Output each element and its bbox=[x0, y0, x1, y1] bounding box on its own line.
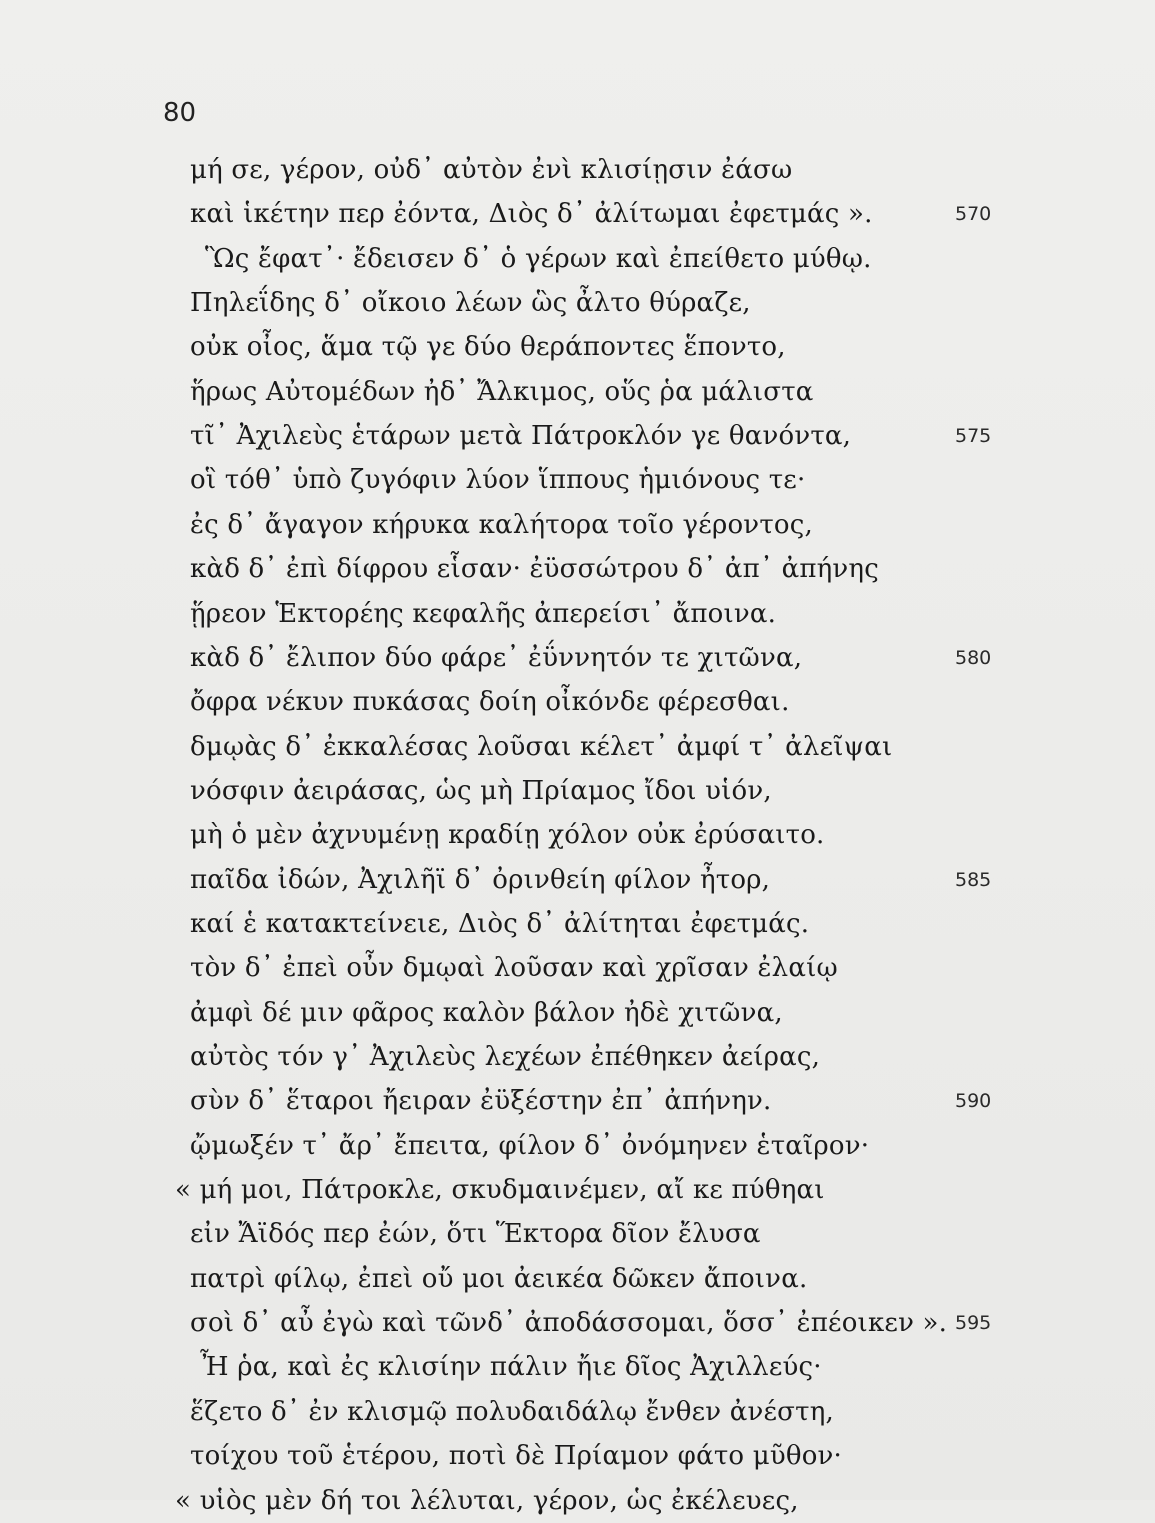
verse-line: ἀμφὶ δέ μιν φᾶρος καλὸν βάλον ἠδὲ χιτῶνα, bbox=[190, 998, 783, 1028]
verse-line: καί ἑ κατακτείνειε, Διὸς δ᾽ ἀλίτηται ἐφετμάς. bbox=[190, 909, 810, 939]
verse-line: « υἱὸς μὲν δή τοι λέλυται, γέρον, ὡς ἐκέλευες, bbox=[175, 1486, 799, 1516]
verse-line: εἰν Ἄϊδός περ ἐών, ὅτι Ἕκτορα δῖον ἔλυσα bbox=[190, 1219, 761, 1249]
verse-line: « μή μοι, Πάτροκλε, σκυδμαινέμεν, αἴ κε πύθηαι bbox=[175, 1175, 825, 1205]
line-number: 585 bbox=[955, 869, 992, 891]
verse-line: ἥρως Αὐτομέδων ἠδ᾽ Ἄλκιμος, οὕς ῥα μάλιστα bbox=[190, 377, 814, 407]
verse-line: πατρὶ φίλῳ, ἐπεὶ οὔ μοι ἀεικέα δῶκεν ἄποινα. bbox=[190, 1264, 808, 1294]
page-number: 80 bbox=[163, 98, 197, 128]
verse-line: αὐτὸς τόν γ᾽ Ἀχιλεὺς λεχέων ἐπέθηκεν ἀείρας, bbox=[190, 1042, 821, 1072]
verse-line: καὶ ἱκέτην περ ἐόντα, Διὸς δ᾽ ἀλίτωμαι ἐφετμάς ». bbox=[190, 199, 873, 229]
verse-line: σὺν δ᾽ ἕταροι ἤειραν ἐϋξέστην ἐπ᾽ ἀπήνην. bbox=[190, 1086, 772, 1116]
verse-line: παῖδα ἰδών, Ἀχιλῆϊ δ᾽ ὀρινθείη φίλον ἦτορ, bbox=[190, 865, 771, 895]
verse-line: ὄφρα νέκυν πυκάσας δοίη οἶκόνδε φέρεσθαι. bbox=[190, 687, 790, 717]
verse-line: Πηλεΐδης δ᾽ οἴκοιο λέων ὣς ἆλτο θύραζε, bbox=[190, 288, 751, 318]
verse-line: τῖ᾽ Ἀχιλεὺς ἑτάρων μετὰ Πάτροκλόν γε θανόντα, bbox=[190, 421, 852, 451]
verse-line: ᾤμωξέν τ᾽ ἄρ᾽ ἔπειτα, φίλον δ᾽ ὀνόμηνεν ἑταῖρον· bbox=[190, 1131, 870, 1161]
verse-line: ἐς δ᾽ ἄγαγον κήρυκα καλήτορα τοῖο γέροντος, bbox=[190, 510, 813, 540]
verse-line: οὐκ οἶος, ἅμα τῷ γε δύο θεράποντες ἕποντο, bbox=[190, 332, 786, 362]
verse-line: νόσφιν ἀειράσας, ὡς μὴ Πρίαμος ἴδοι υἱόν, bbox=[190, 776, 772, 806]
line-number: 570 bbox=[955, 203, 992, 225]
line-number: 575 bbox=[955, 425, 992, 447]
verse-line: Ὣς ἔφατ᾽· ἔδεισεν δ᾽ ὁ γέρων καὶ ἐπείθετο μύθῳ. bbox=[205, 244, 872, 274]
verse-line: κὰδ δ᾽ ἔλιπον δύο φάρε᾽ ἐΰννητόν τε χιτῶνα, bbox=[190, 643, 803, 673]
line-number: 580 bbox=[955, 647, 992, 669]
verse-line: δμῳὰς δ᾽ ἐκκαλέσας λοῦσαι κέλετ᾽ ἀμφί τ᾽ ἀλεῖψαι bbox=[190, 732, 893, 762]
line-number: 595 bbox=[955, 1312, 992, 1334]
verse-line: ᾕρεον Ἑκτορέης κεφαλῆς ἀπερείσι᾽ ἄποινα. bbox=[190, 599, 777, 629]
line-number: 590 bbox=[955, 1090, 992, 1112]
verse-line: τοίχου τοῦ ἑτέρου, ποτὶ δὲ Πρίαμον φάτο μῦθον· bbox=[190, 1441, 843, 1471]
verse-line: τὸν δ᾽ ἐπεὶ οὖν δμῳαὶ λοῦσαν καὶ χρῖσαν ἐλαίῳ bbox=[190, 953, 838, 983]
verse-line: μή σε, γέρον, οὐδ᾽ αὐτὸν ἐνὶ κλισίῃσιν ἐάσω bbox=[190, 155, 793, 185]
verse-line: σοὶ δ᾽ αὖ ἐγὼ καὶ τῶνδ᾽ ἀποδάσσομαι, ὅσσ᾽ ἐπέοικεν ». bbox=[190, 1308, 948, 1338]
verse-line: Ἦ ῥα, καὶ ἐς κλισίην πάλιν ἤιε δῖος Ἀχιλλεύς· bbox=[200, 1352, 822, 1382]
verse-line: μὴ ὁ μὲν ἀχνυμένῃ κραδίῃ χόλον οὐκ ἐρύσαιτο. bbox=[190, 820, 825, 850]
verse-line: ἕζετο δ᾽ ἐν κλισμῷ πολυδαιδάλῳ ἔνθεν ἀνέστη, bbox=[190, 1397, 834, 1427]
verse-line: κὰδ δ᾽ ἐπὶ δίφρου εἷσαν· ἐϋσσώτρου δ᾽ ἀπ᾽ ἀπήνης bbox=[190, 554, 879, 584]
verse-line: οἳ τόθ᾽ ὑπὸ ζυγόφιν λύον ἵππους ἡμιόνους τε· bbox=[190, 465, 806, 495]
